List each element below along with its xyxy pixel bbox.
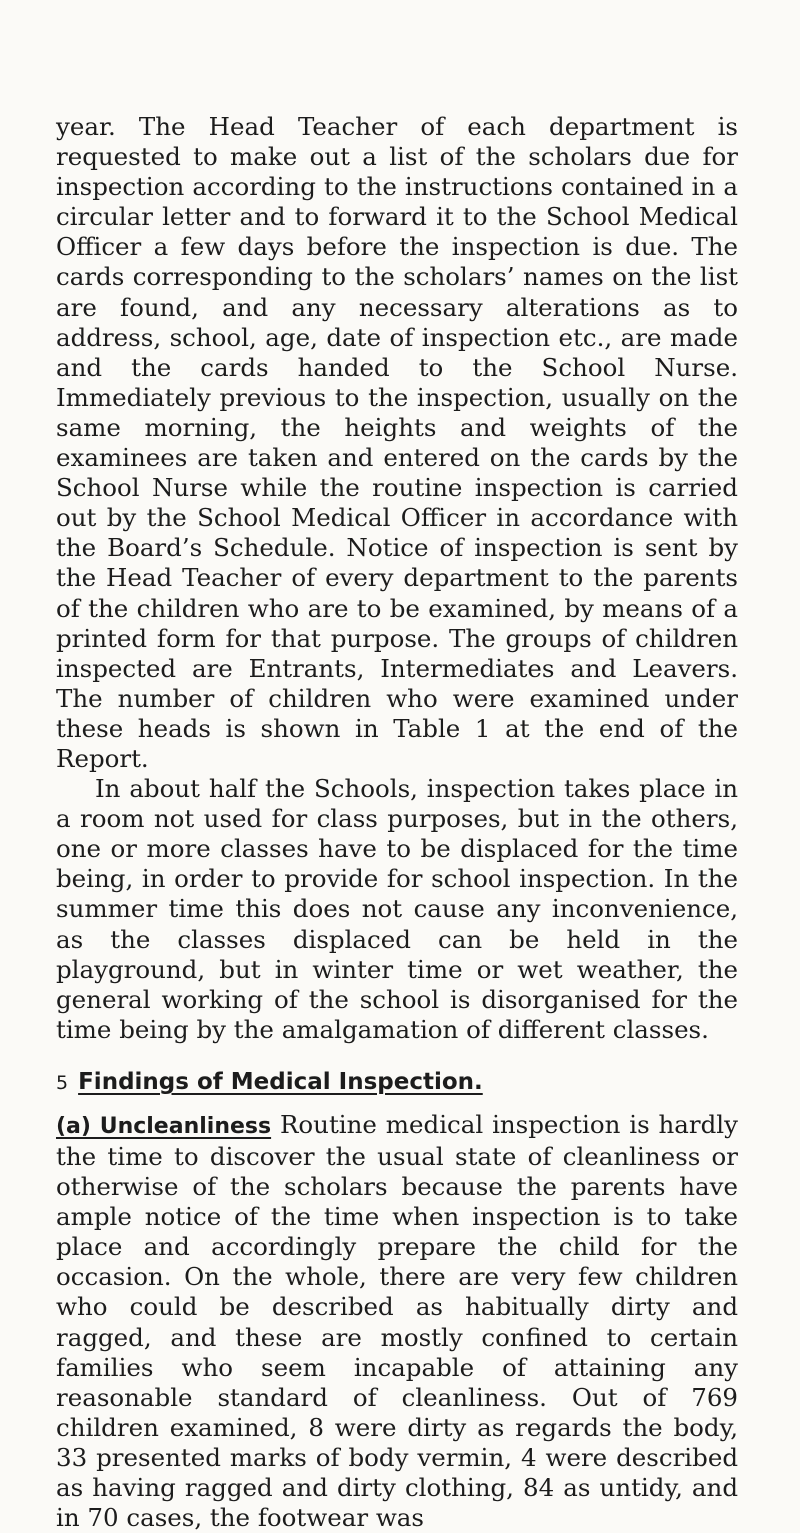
subsection-text: Routine medical inspection is hardly the time to discover the usual state of cleanliness or otherwise of the scholars because the parents have ample notice of the time when inspection is to take place and accordingly prepare the child for the occasion. On the whole, there are very few children who could be described as habitually dirty and ragged, and these are mostly confined to certain families who seem incapable of attaining any reasonable standard of cleanliness. Out of 769 children examined, 8 were dirty as regards the body, 33 presented marks of body vermin, 4 were described as having ragged and dirty clothing, 84 as untidy, and in 70 cases, the footwear was — [56, 1109, 738, 1533]
paragraph-uncleanliness — [56, 1110, 738, 1533]
section-number: 5 — [56, 1071, 69, 1094]
paragraph-continuation: year. The Head Teacher of each department is requested to make out a list of the scholars due for inspection according to the instructions contained in a circular letter and to forward it to the School Medical Officer a few days before the inspection is due. The cards corresponding to the scholars’ names on the list are found, and any necessary alterations as to address, school, age, date of inspection etc., are made and the cards handed to the School Nurse. Immediately previous to the inspection, usually on the same morning, the heights and weights of the examinees are taken and entered on the cards by the School Nurse while the routine inspection is carried out by the School Medical Officer in accordance with the Board’s Schedule. Notice of inspection is sent by the Head Teacher of every department to the parents of the children who are to be examined, by means of a printed form for that purpose. The groups of children inspected are Entrants, Intermediates and Leavers. The number of children who were examined under these heads is shown in Table 1 at the end of the Report. — [56, 112, 738, 773]
subsection-label: (a) Uncleanliness — [56, 1113, 272, 1139]
section-heading — [56, 1067, 738, 1098]
section-title: Findings of Medical Inspection. — [78, 1068, 483, 1095]
paragraph-school-rooms: In about half the Schools, inspection takes place in a room not used for class purposes, but in the others, one or more classes have to be displaced for the time being, in order to provide for school inspection. In the summer time this does not cause any inconvenience, as the classes displaced can be held in the playground, but in winter time or wet weather, the general working of the school is disorganised for the time being by the amalgamation of different classes. — [56, 774, 738, 1044]
text-column — [56, 112, 738, 1533]
